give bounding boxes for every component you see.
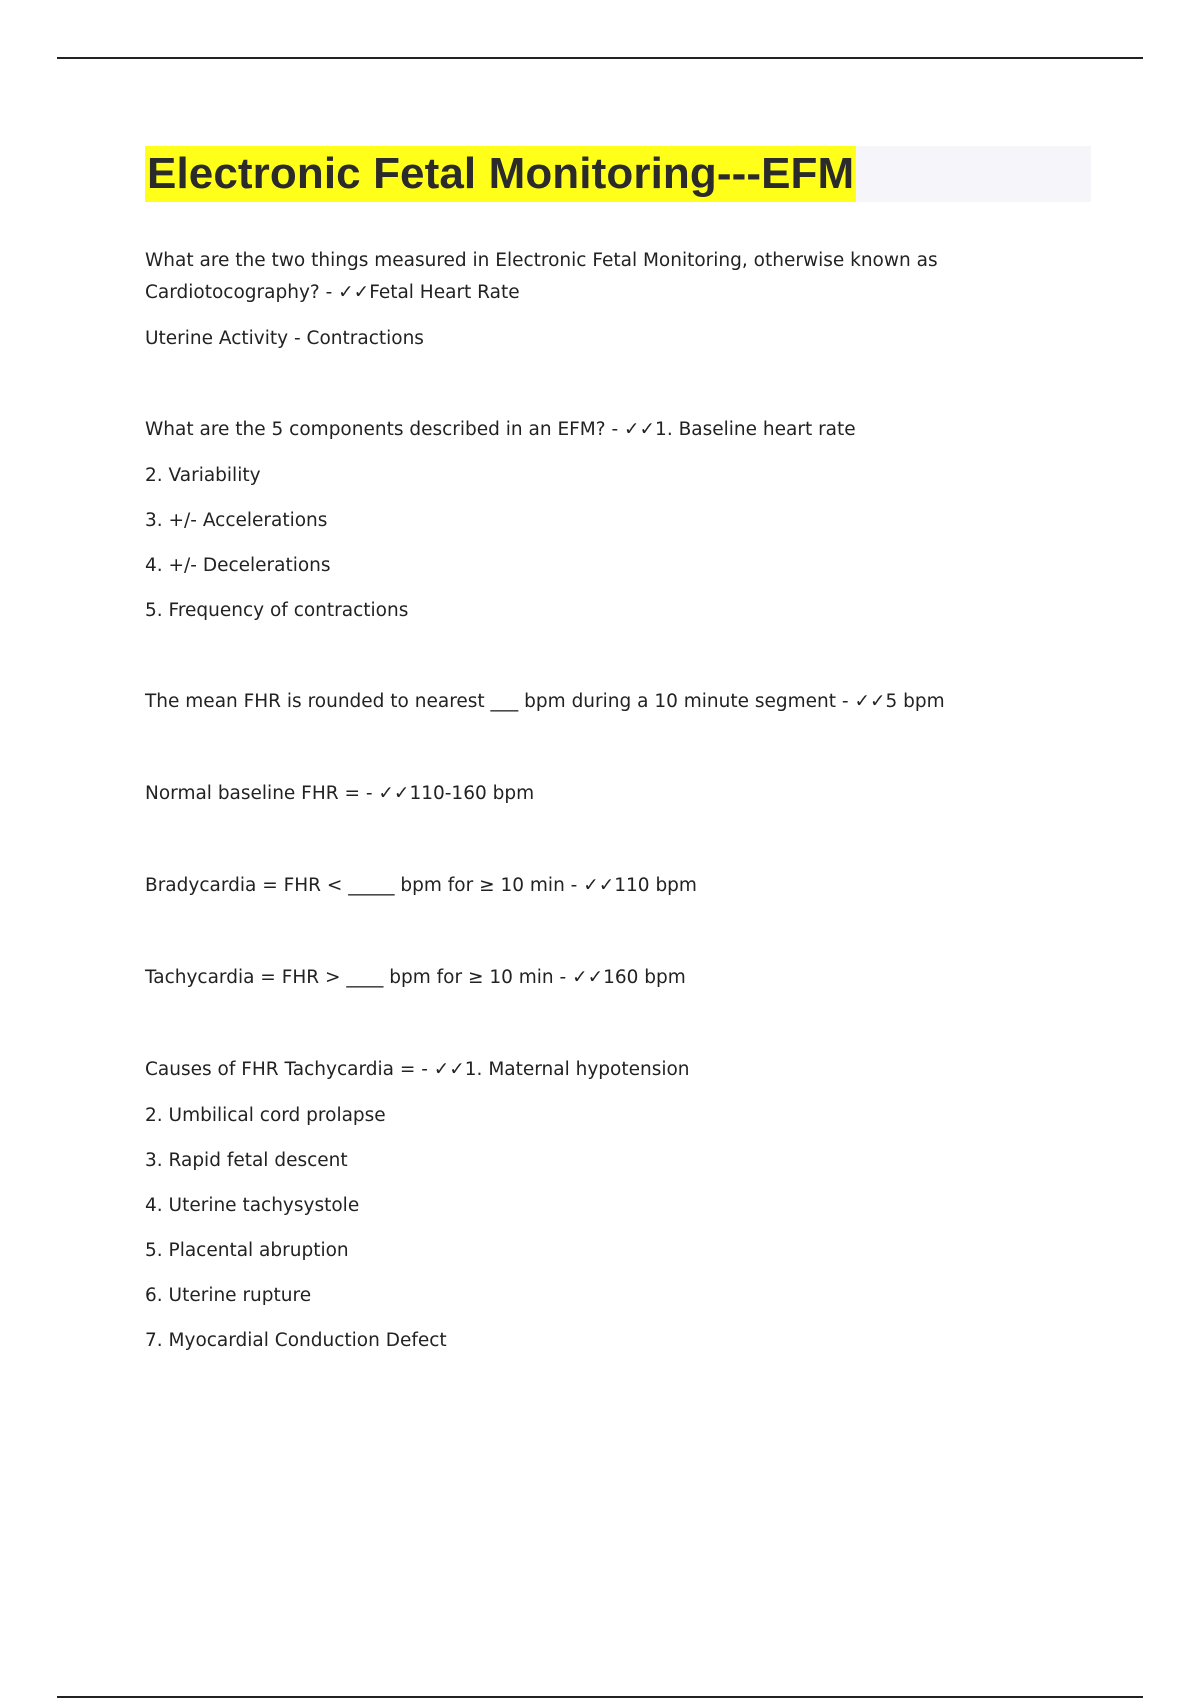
top-rule: [57, 57, 1143, 59]
double-check-icon: ✓✓: [378, 783, 410, 804]
double-check-icon: ✓✓: [433, 1059, 465, 1080]
answer-text: 110 bpm: [614, 875, 697, 896]
answer-text: 5 bpm: [885, 691, 945, 712]
answer-text: 1. Maternal hypotension: [464, 1059, 690, 1080]
qa-item: [145, 962, 945, 994]
question-text: Bradycardia = FHR < _____ bpm for ≥ 10 min -: [145, 875, 584, 896]
answer-line: 2. Umbilical cord prolapse: [145, 1105, 386, 1126]
double-check-icon: ✓✓: [338, 282, 370, 303]
answer-line: 7. Myocardial Conduction Defect: [145, 1330, 447, 1351]
qa-item: [145, 870, 945, 902]
qa-item: [145, 778, 945, 810]
answer-line: 3. Rapid fetal descent: [145, 1150, 348, 1171]
question-text: What are the 5 components described in an EFM? -: [145, 419, 625, 440]
double-check-icon: ✓✓: [624, 419, 656, 440]
answer-line: 3. +/- Accelerations: [145, 510, 328, 531]
answer-text: Fetal Heart Rate: [369, 282, 520, 303]
spacer: [145, 368, 945, 414]
answer-text: 110-160 bpm: [409, 783, 535, 804]
document-title: Electronic Fetal Monitoring---EFM: [145, 146, 856, 202]
double-check-icon: ✓✓: [583, 875, 615, 896]
answer-text: 160 bpm: [603, 967, 686, 988]
qa-item: [145, 1054, 945, 1086]
answer-line: 5. Frequency of contractions: [145, 600, 409, 621]
qa-item: [145, 686, 945, 718]
bottom-rule: [57, 1696, 1143, 1698]
answer-line: 2. Variability: [145, 465, 261, 486]
answer-line: 6. Uterine rupture: [145, 1285, 312, 1306]
spacer: [145, 916, 945, 962]
qa-item: [145, 245, 945, 309]
qa-item: [145, 414, 945, 446]
answer-line: Uterine Activity - Contractions: [145, 328, 424, 349]
answer-line: 4. Uterine tachysystole: [145, 1195, 360, 1216]
question-text: Causes of FHR Tachycardia = -: [145, 1059, 434, 1080]
document-body: [145, 245, 945, 1370]
spacer: [145, 732, 945, 778]
double-check-icon: ✓✓: [572, 967, 604, 988]
answer-line: 5. Placental abruption: [145, 1240, 349, 1261]
spacer: [145, 824, 945, 870]
question-text: Normal baseline FHR = -: [145, 783, 379, 804]
answer-line: 4. +/- Decelerations: [145, 555, 331, 576]
spacer: [145, 1008, 945, 1054]
question-text: The mean FHR is rounded to nearest ___ bpm during a 10 minute segment -: [145, 691, 855, 712]
double-check-icon: ✓✓: [854, 691, 886, 712]
question-text: Tachycardia = FHR > ____ bpm for ≥ 10 min -: [145, 967, 573, 988]
question-text: What are the two things measured in Electronic Fetal Monitoring, otherwise known as Cardiotocography? -: [145, 250, 938, 303]
spacer: [145, 640, 945, 686]
answer-text: 1. Baseline heart rate: [655, 419, 856, 440]
